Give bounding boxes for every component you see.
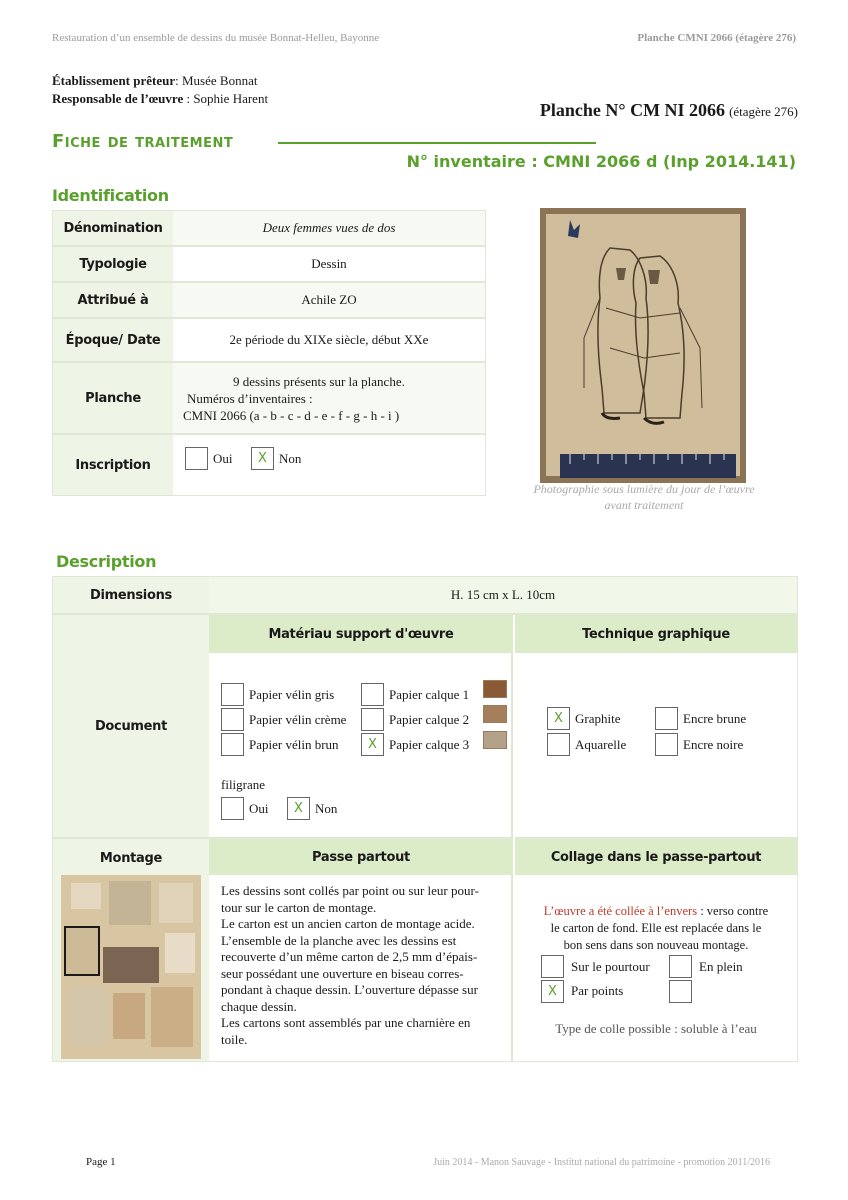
attribue-label: Attribué à: [53, 283, 173, 319]
par-points-checkbox[interactable]: X: [541, 980, 564, 1003]
artwork-photo-image: [540, 208, 746, 483]
en-plein-label: En plein: [699, 959, 743, 974]
lender-resp-label: Responsable de l’œuvre: [52, 91, 184, 106]
typologie-value: Dessin: [173, 247, 485, 283]
lender-block: [52, 72, 268, 108]
sur-le-pourtour-label: Sur le pourtour: [571, 959, 650, 974]
passe-partout-header: Passe partout: [209, 839, 513, 875]
montage-cell: [53, 839, 209, 1061]
passe-line-6: seur possédant une ouverture en biseau corres-: [221, 965, 464, 981]
papier-velin-creme-label: Papier vélin crème: [249, 712, 347, 727]
passe-line-5: recouverte d’un même carton de 2,5 mm d’épais-: [221, 949, 478, 964]
dimensions-value: H. 15 cm x L. 10cm: [209, 577, 797, 615]
passe-line-4: L’ensemble de la planche avec les dessins est: [221, 932, 457, 948]
montage-photo: [61, 875, 201, 1059]
papier-calque-1-checkbox[interactable]: [361, 683, 384, 706]
montage-empty-checkbox[interactable]: [669, 980, 692, 1003]
papier-calque-2-label: Papier calque 2: [389, 712, 470, 727]
collage-rest-text: : verso contre: [697, 904, 769, 918]
identification-table: [52, 210, 486, 496]
filigrane-oui-label: Oui: [249, 801, 269, 816]
collage-line-2: le carton de fond. Elle est replacée dans le: [550, 921, 762, 935]
filigrane-non-checkbox[interactable]: X: [287, 797, 310, 820]
papier-velin-gris-checkbox[interactable]: [221, 683, 244, 706]
en-plein-checkbox[interactable]: [669, 955, 692, 978]
inscription-value: [173, 435, 485, 495]
aquarelle-checkbox[interactable]: [547, 733, 570, 756]
passe-line-9: Les cartons sont assemblés par une charnière en: [221, 1015, 471, 1030]
technique-cell: [515, 653, 797, 839]
collage-cell: [515, 875, 797, 1061]
description-table: [52, 576, 798, 1062]
planche-value: [173, 363, 485, 435]
collage-header: Collage dans le passe-partout: [515, 839, 797, 875]
graphite-checkbox[interactable]: X: [547, 707, 570, 730]
calque-2-swatch: [483, 705, 507, 723]
running-header-left: Restauration d’un ensemble de dessins du musée Bonnat-Helleu, Bayonne: [52, 32, 380, 44]
par-points-label: Par points: [571, 983, 624, 998]
encre-noire-checkbox[interactable]: [655, 733, 678, 756]
graphite-label: Graphite: [575, 711, 621, 726]
aquarelle-label: Aquarelle: [575, 737, 627, 752]
sur-le-pourtour-checkbox[interactable]: [541, 955, 564, 978]
encre-brune-checkbox[interactable]: [655, 707, 678, 730]
inscription-oui-checkbox[interactable]: [185, 447, 208, 470]
running-header-right: Planche CMNI 2066 (étagère 276): [637, 32, 796, 44]
footer-credit: Juin 2014 - Manon Sauvage - Institut national du patrimoine - promotion 2011/2016: [433, 1157, 770, 1168]
planche-line2: Numéros d’inventaires :: [187, 391, 313, 406]
planche-line1: 9 dessins présents sur la planche.: [233, 374, 405, 389]
planche-line3: CMNI 2066 (a - b - c - d - e - f - g - h - i ): [183, 408, 400, 423]
montage-label: Montage: [99, 851, 163, 866]
filigrane-oui-checkbox[interactable]: [221, 797, 244, 820]
technique-header: Technique graphique: [515, 615, 797, 653]
description-title: Description: [56, 552, 157, 571]
epoque-label: Époque/ Date: [53, 319, 173, 363]
lender-etab-value: : Musée Bonnat: [175, 73, 258, 88]
planche-number: Planche N° CM NI 2066: [539, 100, 726, 120]
filigrane-non-label: Non: [315, 801, 338, 816]
collage-red-text: L’œuvre a été collée à l’envers: [543, 904, 698, 918]
papier-calque-1-label: Papier calque 1: [389, 687, 470, 702]
materiau-header: Matériau support d'œuvre: [209, 615, 513, 653]
planche-label: Planche: [53, 363, 173, 435]
inventaire-number: N° inventaire : CMNI 2066 d (Inp 2014.141): [406, 152, 796, 171]
inscription-non-label: Non: [279, 451, 302, 466]
page-number: Page 1: [86, 1156, 116, 1168]
inscription-non-checkbox[interactable]: X: [251, 447, 274, 470]
planche-heading: [540, 100, 798, 121]
photo-caption-line2: avant traitement: [604, 498, 684, 512]
inscription-oui-label: Oui: [213, 451, 233, 466]
title-rule: [278, 142, 596, 144]
papier-calque-3-label: Papier calque 3: [389, 737, 470, 752]
passe-line-8: chaque dessin.: [221, 998, 297, 1014]
planche-etagere: (étagère 276): [729, 104, 798, 119]
papier-velin-brun-label: Papier vélin brun: [249, 737, 339, 752]
denomination-label: Dénomination: [53, 211, 173, 247]
document-label: Document: [53, 615, 209, 839]
encre-noire-label: Encre noire: [683, 737, 744, 752]
typologie-label: Typologie: [53, 247, 173, 283]
lender-etab-label: Établissement prêteur: [52, 73, 176, 88]
materiau-cell: [209, 653, 513, 839]
passe-line-2: tour sur le carton de montage.: [221, 899, 377, 915]
epoque-value: 2e période du XIXe siècle, début XXe: [173, 319, 485, 363]
papier-velin-gris-label: Papier vélin gris: [249, 687, 335, 702]
dimensions-label: Dimensions: [53, 577, 209, 615]
inscription-label: Inscription: [53, 435, 173, 495]
attribue-value: Achile ZO: [173, 283, 485, 319]
passe-line-1: Les dessins sont collés par point ou sur leur pour-: [221, 883, 479, 898]
calque-3-swatch: [483, 731, 507, 749]
papier-calque-2-checkbox[interactable]: [361, 708, 384, 731]
papier-velin-creme-checkbox[interactable]: [221, 708, 244, 731]
fiche-title: Fiche de traitement: [52, 131, 234, 152]
calque-1-swatch: [483, 680, 507, 698]
photo-caption-line1: Photographie sous lumière du jour de l’œuvre: [533, 482, 755, 496]
type-colle: Type de colle possible : soluble à l’eau: [555, 1021, 757, 1036]
passe-line-10: toile.: [221, 1031, 248, 1047]
passe-line-3: Le carton est un ancien carton de montage acide.: [221, 916, 475, 931]
papier-calque-3-checkbox[interactable]: X: [361, 733, 384, 756]
filigrane-label: filigrane: [221, 777, 266, 792]
collage-text: [515, 903, 797, 954]
encre-brune-label: Encre brune: [683, 711, 747, 726]
identification-title: Identification: [52, 186, 169, 205]
passe-partout-text: [209, 875, 513, 1061]
lender-resp-value: : Sophie Harent: [183, 91, 269, 106]
denomination-value: Deux femmes vues de dos: [173, 211, 485, 247]
collage-line-3: bon sens dans son nouveau montage.: [563, 938, 749, 952]
artwork-photo: [540, 208, 746, 483]
passe-line-7: pondant à chaque dessin. L’ouverture dépasse sur: [221, 982, 478, 997]
photo-caption: [500, 481, 788, 513]
papier-velin-brun-checkbox[interactable]: [221, 733, 244, 756]
